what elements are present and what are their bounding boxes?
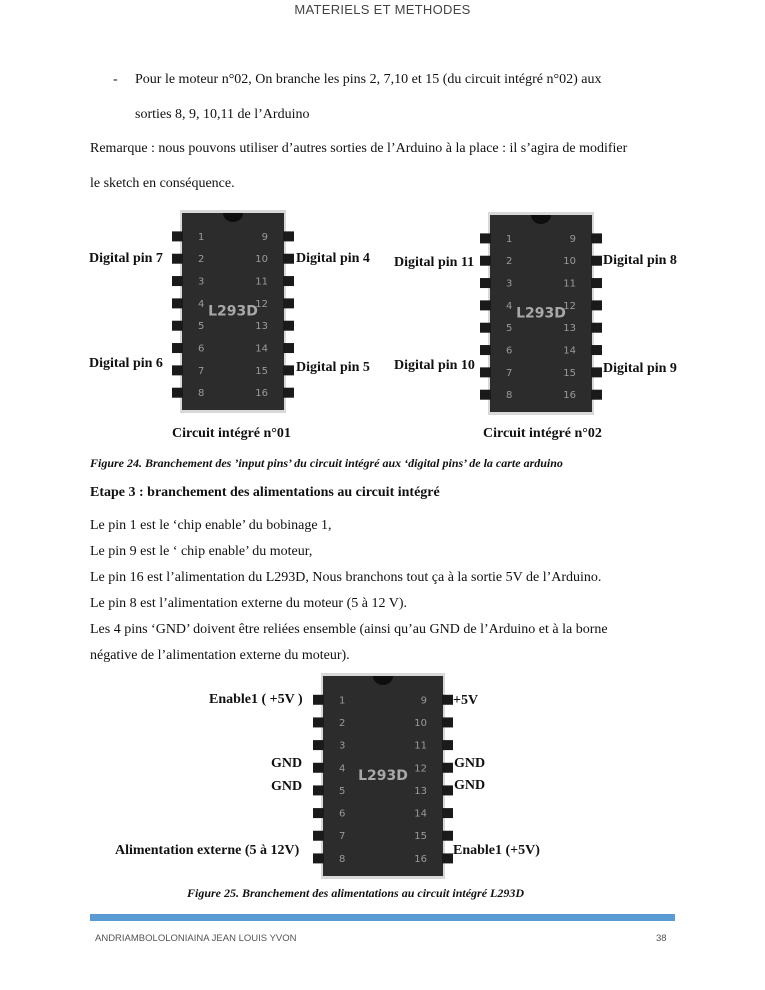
chip-pin-left <box>480 300 491 310</box>
chip-pin-number: 10 <box>255 254 268 266</box>
chip-pin-left <box>313 763 324 773</box>
bullet-text-line1: Pour le moteur n°02, On branche les pins 2, 7,10 et 15 (du circuit intégré n°02) aux <box>135 72 602 87</box>
chip-pin-left <box>172 276 183 286</box>
fig25-label-gnd-right-2: GND <box>454 778 486 793</box>
remark-line2: le sketch en conséquence. <box>90 176 235 191</box>
chip-pin-number: 5 <box>198 321 205 333</box>
chip-pin-number: 16 <box>255 388 268 400</box>
chip-pin-left <box>313 695 324 705</box>
chip-name-label: L293D <box>358 768 408 785</box>
chip-pin-number: 12 <box>414 763 427 775</box>
chip-pin-number: 15 <box>563 367 576 379</box>
chip-name-label: L293D <box>208 303 258 320</box>
chip-pin-right <box>442 763 453 773</box>
chip-pin-number: 1 <box>198 231 205 243</box>
chip-pin-left <box>172 231 183 241</box>
chip-pin-number: 2 <box>198 254 205 266</box>
chip-pin-right <box>591 233 602 243</box>
fig24-chip1-caption: Circuit intégré n°01 <box>172 426 291 441</box>
chip-pin-right <box>591 256 602 266</box>
chip-pin-right <box>591 278 602 288</box>
chip-pin-number: 6 <box>339 808 346 820</box>
fig25-label-gnd-left-2: GND <box>271 779 303 794</box>
chip-pin-right <box>591 367 602 377</box>
chip-pin-right <box>283 231 294 241</box>
chip-pin-left <box>313 853 324 863</box>
chip-pin-right <box>283 321 294 331</box>
chip-pin-right <box>283 298 294 308</box>
chip-pin-right <box>591 300 602 310</box>
chip-pin-number: 4 <box>506 300 513 312</box>
fig25-label-enable-right: Enable1 (+5V) <box>453 843 540 858</box>
chip-pin-left <box>172 388 183 398</box>
chip-pin-number: 3 <box>506 278 513 290</box>
chip-pin-right <box>591 345 602 355</box>
fig25-label-plus5v: +5V <box>453 693 479 708</box>
chip-pin-right <box>283 276 294 286</box>
fig25-label-gnd-left-1: GND <box>271 756 303 771</box>
etape3-line: négative de l’alimentation externe du moteur). <box>90 648 350 663</box>
chip-pin-number: 16 <box>563 390 576 402</box>
fig25-label-gnd-right-1: GND <box>454 756 486 771</box>
fig25-label-alimentation: Alimentation externe (5 à 12V) <box>115 843 300 858</box>
chip-pin-number: 4 <box>339 763 346 775</box>
chip-pin-number: 11 <box>414 740 427 752</box>
chip-pin-right <box>283 254 294 264</box>
chip-diagram-3 <box>313 673 453 879</box>
etape3-line: Le pin 9 est le ‘ chip enable’ du moteur, <box>90 544 313 559</box>
chip-pin-left <box>313 717 324 727</box>
chip-pin-number: 16 <box>414 853 427 865</box>
chip-pin-number: 2 <box>506 256 513 268</box>
etape3-heading: Etape 3 : branchement des alimentations au circuit intégré <box>90 485 440 500</box>
chip-pin-left <box>172 365 183 375</box>
etape3-line: Le pin 1 est le ‘chip enable’ du bobinage 1, <box>90 518 332 533</box>
chip-pin-right <box>591 390 602 400</box>
chip-pin-number: 8 <box>506 390 513 402</box>
chip-pin-left <box>480 233 491 243</box>
chip-pin-number: 15 <box>414 831 427 843</box>
fig24-chip2-label-left-bottom: Digital pin 10 <box>394 358 475 373</box>
chip-pin-left <box>480 323 491 333</box>
chip-pin-right <box>283 343 294 353</box>
chip-pin-number: 13 <box>563 323 576 335</box>
chip-pin-number: 14 <box>563 345 576 357</box>
page-header-title: MATERIELS ET METHODES <box>294 2 471 17</box>
fig24-chip2-label-right-top: Digital pin 8 <box>603 253 677 268</box>
remark-line1: Remarque : nous pouvons utiliser d’autres sorties de l’Arduino à la place : il s’agira de modifier <box>90 141 628 156</box>
chip-pin-right <box>442 740 453 750</box>
chip-svg <box>480 212 602 415</box>
chip-pin-left <box>313 740 324 750</box>
chip-pin-number: 8 <box>198 388 205 400</box>
chip-svg <box>172 210 294 413</box>
chip-pin-right <box>442 695 453 705</box>
etape3-line: Le pin 8 est l’alimentation externe du moteur (5 à 12 V). <box>90 596 407 611</box>
footer-author: ANDRIAMBOLOLONIAINA JEAN LOUIS YVON <box>95 933 297 944</box>
etape3-line: Les 4 pins ‘GND’ doivent être reliées ensemble (ainsi qu’au GND de l’Arduino et à la borne <box>90 622 608 637</box>
chip-pin-number: 5 <box>506 323 513 335</box>
figure24-caption: Figure 24. Branchement des ’input pins’ du circuit intégré aux ‘digital pins’ de la carte arduino <box>90 456 563 470</box>
chip-pin-left <box>313 831 324 841</box>
chip-pin-number: 7 <box>339 831 346 843</box>
chip-pin-number: 15 <box>255 365 268 377</box>
chip-pin-number: 10 <box>414 717 427 729</box>
chip-pin-right <box>442 785 453 795</box>
chip-pin-number: 3 <box>339 740 346 752</box>
chip-pin-left <box>172 343 183 353</box>
figure25-caption: Figure 25. Branchement des alimentations au circuit intégré L293D <box>187 886 525 900</box>
chip-pin-number: 1 <box>506 233 513 245</box>
fig24-chip1-label-left-top: Digital pin 7 <box>89 251 163 266</box>
chip-pin-number: 11 <box>563 278 576 290</box>
chip-pin-number: 9 <box>261 231 268 243</box>
chip-pin-number: 14 <box>414 808 427 820</box>
chip-pin-number: 8 <box>339 853 346 865</box>
chip-name-label: L293D <box>516 305 566 322</box>
chip-pin-left <box>480 367 491 377</box>
chip-pin-right <box>442 717 453 727</box>
chip-pin-number: 11 <box>255 276 268 288</box>
chip-pin-number: 4 <box>198 298 205 310</box>
fig24-chip1-label-left-bottom: Digital pin 6 <box>89 356 163 371</box>
chip-diagram-2 <box>480 212 602 415</box>
chip-pin-number: 13 <box>414 785 427 797</box>
chip-pin-number: 7 <box>506 367 513 379</box>
bullet-text-line2: sorties 8, 9, 10,11 de l’Arduino <box>135 107 310 122</box>
footer-page-number: 38 <box>656 933 667 944</box>
fig24-chip1-label-right-bottom: Digital pin 5 <box>296 360 370 375</box>
chip-pin-number: 6 <box>198 343 205 355</box>
chip-pin-number: 2 <box>339 717 346 729</box>
fig24-chip2-label-left-top: Digital pin 11 <box>394 255 475 270</box>
chip-diagram-1 <box>172 210 294 413</box>
fig24-chip2-caption: Circuit intégré n°02 <box>483 426 602 441</box>
fig24-chip1-label-right-top: Digital pin 4 <box>296 251 370 266</box>
chip-pin-right <box>591 323 602 333</box>
chip-pin-left <box>172 321 183 331</box>
chip-svg <box>313 673 453 879</box>
chip-pin-left <box>313 785 324 795</box>
etape3-line: Le pin 16 est l’alimentation du L293D, Nous branchons tout ça à la sortie 5V de l’Arduino. <box>90 570 602 585</box>
chip-pin-number: 6 <box>506 345 513 357</box>
fig25-label-enable-left: Enable1 ( +5V ) <box>209 692 303 707</box>
chip-pin-left <box>313 808 324 818</box>
chip-pin-right <box>283 388 294 398</box>
chip-pin-left <box>480 278 491 288</box>
chip-pin-left <box>172 254 183 264</box>
chip-pin-left <box>480 390 491 400</box>
chip-pin-number: 1 <box>339 695 346 707</box>
chip-pin-number: 10 <box>563 256 576 268</box>
chip-pin-number: 12 <box>255 298 268 310</box>
chip-pin-right <box>442 831 453 841</box>
chip-pin-right <box>283 365 294 375</box>
chip-pin-number: 9 <box>569 233 576 245</box>
chip-pin-number: 3 <box>198 276 205 288</box>
chip-pin-left <box>480 345 491 355</box>
chip-pin-number: 14 <box>255 343 268 355</box>
chip-pin-right <box>442 853 453 863</box>
chip-pin-number: 9 <box>420 695 427 707</box>
chip-pin-number: 12 <box>563 300 576 312</box>
chip-pin-number: 13 <box>255 321 268 333</box>
footer-accent-bar <box>90 914 675 921</box>
fig24-chip2-label-right-bottom: Digital pin 9 <box>603 361 677 376</box>
chip-pin-left <box>480 256 491 266</box>
chip-pin-left <box>172 298 183 308</box>
chip-pin-number: 7 <box>198 365 205 377</box>
chip-pin-number: 5 <box>339 785 346 797</box>
chip-pin-right <box>442 808 453 818</box>
bullet-marker: - <box>113 72 118 87</box>
